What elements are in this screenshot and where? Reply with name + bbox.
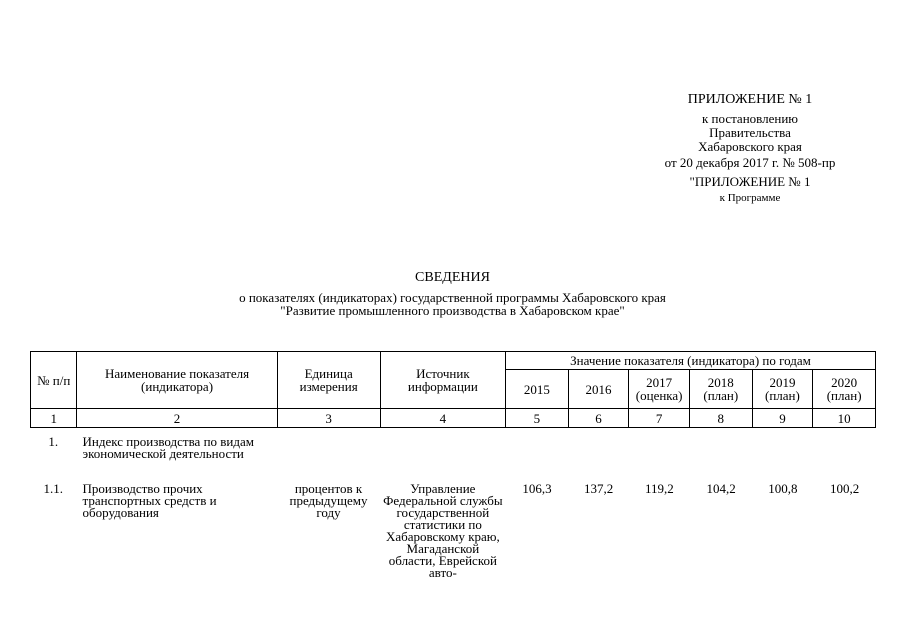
header-unit: Единица измерения — [277, 352, 380, 409]
header-year: 2018 (план) — [689, 370, 752, 409]
appendix-line-2: Правительства — [709, 125, 791, 140]
column-number: 2 — [77, 409, 277, 428]
appendix-block — [600, 112, 900, 154]
column-number: 8 — [689, 409, 752, 428]
header-values-group: Значение показателя (индикатора) по годам — [506, 352, 876, 370]
doc-subheading-2: "Развитие промышленного производства в Хабаровском крае" — [280, 303, 625, 318]
header-year: 2016 — [568, 370, 629, 409]
doc-subheading-1: о показателях (индикаторах) государственной программы Хабаровского края — [239, 290, 666, 305]
row-value: 100,8 — [768, 481, 798, 496]
column-number: 4 — [380, 409, 505, 428]
row-value — [568, 436, 629, 483]
table-row — [30, 483, 876, 579]
row-value — [690, 436, 753, 483]
header-num: № п/п — [31, 352, 77, 409]
row-source: Управление Федеральной службы государственной статистики по Хабаровскому краю, Магаданской области, Еврейской авто- — [383, 481, 503, 580]
row-value — [813, 436, 876, 483]
row-unit — [277, 436, 380, 483]
indicators-table-body — [30, 436, 876, 579]
row-name: Производство прочих транспортных средств и оборудования — [82, 481, 217, 520]
row-name: Индекс производства по видам экономической деятельности — [82, 434, 254, 461]
row-value: 137,2 — [584, 481, 614, 496]
header-source: Источник информации — [380, 352, 505, 409]
header-year: 2017 (оценка) — [629, 370, 690, 409]
row-source — [380, 436, 505, 483]
column-number: 10 — [813, 409, 876, 428]
column-number: 1 — [31, 409, 77, 428]
appendix-title: ПРИЛОЖЕНИЕ № 1 — [687, 92, 813, 107]
appendix-line-1: к постановлению — [701, 111, 799, 126]
row-num: 1. — [48, 434, 59, 449]
row-value: 119,2 — [644, 481, 674, 496]
column-number: 5 — [506, 409, 569, 428]
row-unit: процентов к предыдущему году — [289, 481, 368, 520]
appendix-line-3: Хабаровского края — [698, 139, 802, 154]
column-number: 3 — [277, 409, 380, 428]
row-num: 1.1. — [43, 481, 64, 496]
row-value — [752, 436, 813, 483]
appendix-program-title: "ПРИЛОЖЕНИЕ № 1 — [689, 174, 811, 189]
row-value: 104,2 — [706, 481, 736, 496]
indicators-table-header — [30, 351, 876, 428]
header-year: 2020 (план) — [813, 370, 876, 409]
header-year: 2019 (план) — [752, 370, 813, 409]
row-value — [629, 436, 690, 483]
column-number: 7 — [629, 409, 690, 428]
column-number: 6 — [568, 409, 629, 428]
column-number: 9 — [752, 409, 813, 428]
appendix-program-sub: к Программе — [719, 192, 781, 204]
row-value: 106,3 — [522, 481, 552, 496]
appendix-date: от 20 декабря 2017 г. № 508-пр — [664, 155, 836, 170]
doc-heading: СВЕДЕНИЯ — [415, 270, 490, 285]
row-value — [506, 436, 569, 483]
header-name: Наименование показателя (индикатора) — [77, 352, 277, 409]
table-row — [30, 436, 876, 483]
header-year: 2015 — [506, 370, 569, 409]
row-value: 100,2 — [829, 481, 860, 496]
